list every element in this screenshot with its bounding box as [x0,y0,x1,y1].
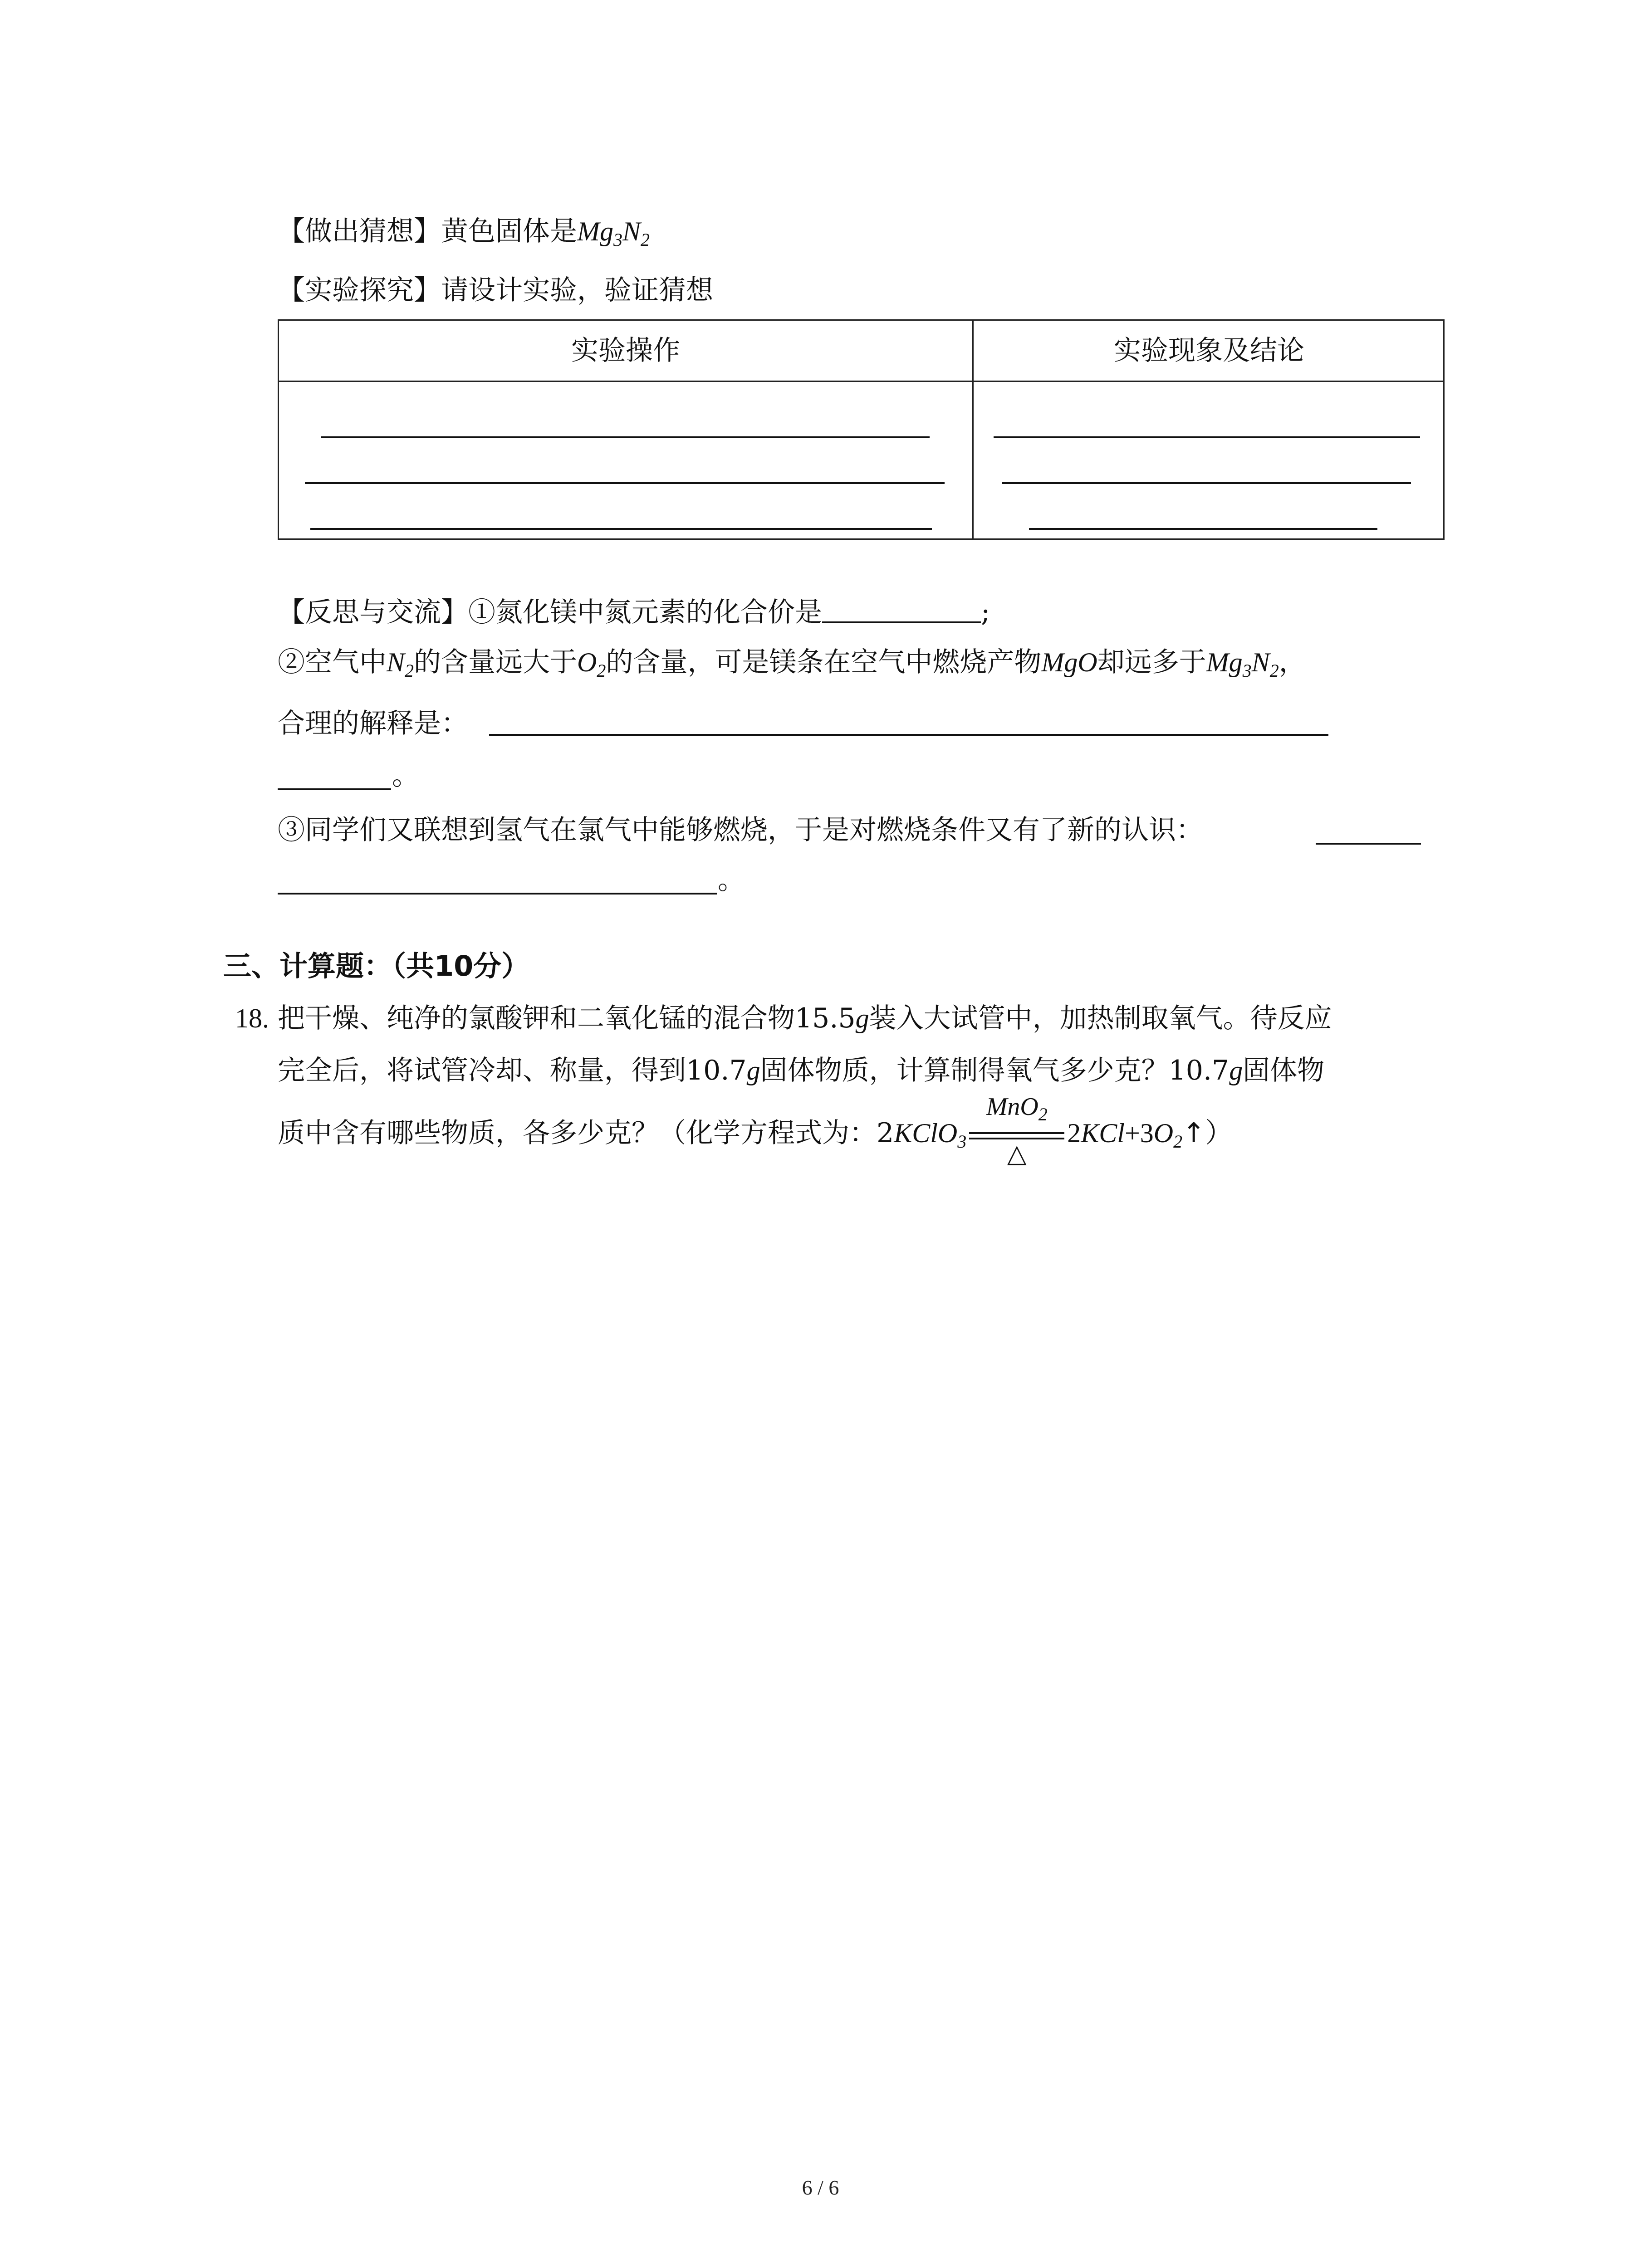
reflect-item2-explain: 合理的解释是： [278,708,468,739]
guess-formula: $Mg_3N_2$ [577,216,650,250]
explore-text: 请设计实验，验证猜想 [441,274,713,306]
heat-symbol: △ [1007,1139,1027,1169]
table-header-divider [279,381,1443,382]
page-number: 6 / 6 [802,2176,839,2199]
answer-blank-valence [822,594,981,623]
formula-o2: $O_2$ [577,647,606,681]
table-header-result: 实验现象及结论 [1114,335,1304,367]
reflect-item1-text: ①氮化镁中氮元素的化合价是 [468,596,822,628]
answer-line-operation-2 [305,482,945,484]
formula-mgo: MgO [1041,647,1097,677]
reflect-item2: ②空气中$N_2$的含量远大于$O_2$的含量，可是镁条在空气中燃烧产物MgO却远多于$Mg_3N_2$， [278,646,1306,681]
answer-line-result-1 [994,436,1420,438]
answer-line-explain-1 [489,734,1328,736]
answer-line-condition-2 [278,893,717,894]
reflect-item1: 【反思与交流】①氮化镁中氮元素的化合价是 ; [278,594,990,631]
reflect-item3-end: 。 [718,864,745,896]
reflect-item2-end: 。 [392,760,419,792]
reflect-label: 【反思与交流】 [278,596,468,628]
explore-label: 【实验探究】 [278,274,441,306]
guess-label: 【做出猜想】 [278,215,441,247]
explore-line [278,272,713,308]
q18-number: 18. [235,1003,269,1033]
q18-line3: 质中含有哪些物质，各多少克？（化学方程式为：2KClO$_3$ $\frac{MnO_2}{\triangle}$ $2KCl+3O_2↑$） [278,1093,1233,1169]
answer-line-result-2 [1002,482,1411,484]
table-header-operation: 实验操作 [571,335,680,367]
formula-mg3n2: $Mg_3N_2$ [1206,647,1279,681]
formula-n2: $N_2$ [387,647,414,681]
q18-line1: 把干燥、纯净的氯酸钾和二氧化锰的混合物15.5g装入大试管中，加热制取氧气。待反应 [278,1002,1332,1034]
q18-line2: 完全后，将试管冷却、称量，得到10.7g固体物质，计算制得氧气多少克？10.7g固体物 [278,1055,1325,1086]
answer-line-operation-1 [321,436,930,438]
experiment-table [278,319,1445,540]
formula-kclo3: KClO$_3$ [894,1118,967,1152]
gas-arrow: ↑ [1182,1117,1205,1149]
formula-kcl: KCl [1081,1118,1125,1148]
reflect-item3: ③同学们又联想到氢气在氯气中能够燃烧，于是对燃烧条件又有了新的认识： [278,814,1203,846]
guess-line [278,213,650,249]
section-title-calculation: 三、计算题：（共10分） [223,949,530,982]
answer-line-condition-1 [1316,843,1421,845]
reaction-condition: $\frac{MnO_2}{\triangle}$ [969,1117,1064,1153]
formula-o2-product: $O_2$ [1153,1118,1183,1152]
answer-line-operation-3 [310,528,932,530]
guess-text: 黄色固体是 [441,215,577,247]
answer-line-explain-2 [278,788,391,790]
answer-line-result-3 [1029,528,1377,530]
